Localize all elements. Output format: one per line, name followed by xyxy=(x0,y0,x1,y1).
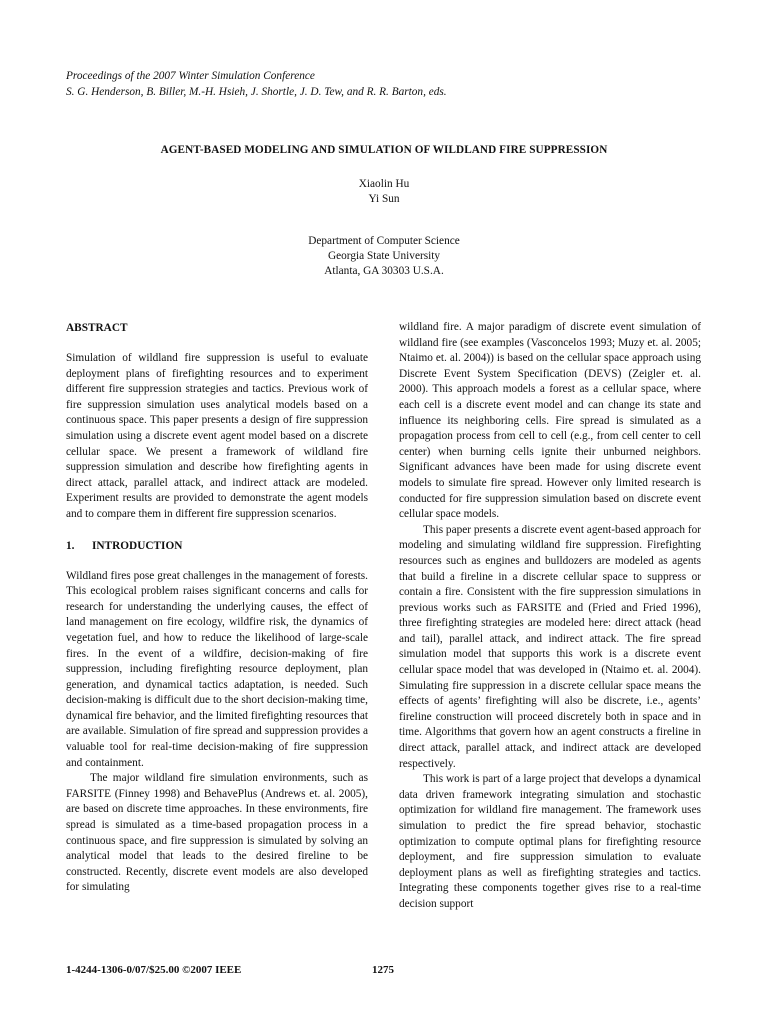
section-number: 1. xyxy=(66,539,75,552)
right-column xyxy=(399,320,701,913)
page-number: 1275 xyxy=(372,964,394,976)
affiliation-address: Atlanta, GA 30303 U.S.A. xyxy=(324,265,444,277)
abstract-heading: ABSTRACT xyxy=(66,322,128,334)
intro-paragraph-4: This paper presents a discrete event agent-based approach for modeling and simulating wildland fire suppression. Firefighting resources such as engines and bulldozers are modeled as agents that build a fireline in a discrete cellular space to suppress or contain a fire. Consistent with the fire suppression simulations in previous works such as FARSITE and (Fried and Fried 1996), three firefighting strategies are modeled here: direct attack (head and tail), parallel attack, and indirect attack. The fire spread simulation model that supports this work is a discrete event cellular space model that was developed in (Ntaimo et. al. 2004). Simulating fire suppression in a discrete cellular space means the effects of agents’ firefighting will also be discrete, i.e., agents’ fireline construction will proceed discretely both in space and in time. Algorithms that govern how an agent constructs a fireline in direct attack, parallel attack, and indirect attack are developed respectively. xyxy=(399,523,701,770)
left-column xyxy=(66,320,368,896)
intro-paragraph-2: The major wildland fire simulation environments, such as FARSITE (Finney 1998) and BehavePlus (Andrews et. al. 2005), are based on discrete time approaches. In these environments, fire spread is simulated as a time-based propagation process in a continuous space, and fire suppression is simulated by solving an analytical model that leads to the desired fireline to be constructed. Recently, discrete event models are also developed for simulating xyxy=(66,772,368,894)
affiliation-department: Department of Computer Science xyxy=(308,235,460,247)
paper-title: AGENT-BASED MODELING AND SIMULATION OF WILDLAND FIRE SUPPRESSION xyxy=(160,144,608,156)
footer-isbn: 1-4244-1306-0/07/$25.00 ©2007 IEEE xyxy=(66,964,242,976)
abstract-text: Simulation of wildland fire suppression is useful to evaluate deployment plans of firefighting resources and to experiment different fire suppression strategies and tactics. Previous work of fire suppression simulation uses analytical models based on a continuous space. This paper presents a design of fire suppression simulation using a discrete event agent model based on a discrete cellular space. We present a framework of wildland fire suppression simulation and describe how firefighting agents in direct attack, parallel attack, and indirect attack are modeled. Experiment results are provided to demonstrate the agent models and to compare them in different fire suppression scenarios. xyxy=(66,352,368,520)
affiliation-university: Georgia State University xyxy=(327,250,441,262)
intro-paragraph-1: Wildland fires pose great challenges in the management of forests. This ecological problem raises significant concerns and calls for research for understanding the underlying causes, the effect of land management on fire ecology, wildfire risk, the dynamics of vegetation fuel, and how to reduce the likelihood of large-scale fires. In the event of a wildfire, decision-making of fire suppression, including firefighting resource deployment, plan generation, and dynamical tactics adaptation, is needed. Such decision-making is difficult due to the short decision-making time, dynamical fire behavior, and the limited firefighting resources that are available. Simulation of fire spread and suppression provides a valuable tool for real-time decision-making of fire suppression and containment. xyxy=(66,569,368,769)
editors-line: S. G. Henderson, B. Biller, M.-H. Hsieh, J. Shortle, J. D. Tew, and R. R. Barton, eds. xyxy=(66,86,447,98)
proceedings-line: Proceedings of the 2007 Winter Simulation Conference xyxy=(66,70,315,82)
introduction-heading xyxy=(66,538,368,554)
section-title: INTRODUCTION xyxy=(92,539,183,552)
intro-paragraph-3: wildland fire. A major paradigm of discrete event simulation of wildland fire (see examples (Vasconcelos 1993; Muzy et. al. 2005; Ntaimo et. al. 2004)) is based on the cellular space approach using Discrete Event System Specification (DEVS) (Zeigler et. al. 2000). This approach models a forest as a cellular space, where each cell is a discrete event model and can change its state and influence its neighboring cells. Fire spread is simulated as a propagation process from cell to cell (e.g., from cell center to cell center) when burning cells ignite their unburned neighbors. Significant advances have been made for using discrete event models to simulate fire spread. However only limited research is conducted for fire suppression simulation based on discrete event cellular space models. xyxy=(399,321,701,521)
intro-paragraph-5: This work is part of a large project that develops a dynamical data driven framework integrating simulation and stochastic optimization for wildland fire management. The framework uses simulation to predict the fire spread behavior, stochastic optimization to compute optimal plans for firefighting resource deployment, and fire suppression simulation to evaluate deployment plans as well as firefighting strategies and tactics. Integrating these components together gives rise to a real-time decision support xyxy=(399,773,701,910)
author-1: Xiaolin Hu xyxy=(358,178,410,190)
author-2: Yi Sun xyxy=(368,193,400,205)
